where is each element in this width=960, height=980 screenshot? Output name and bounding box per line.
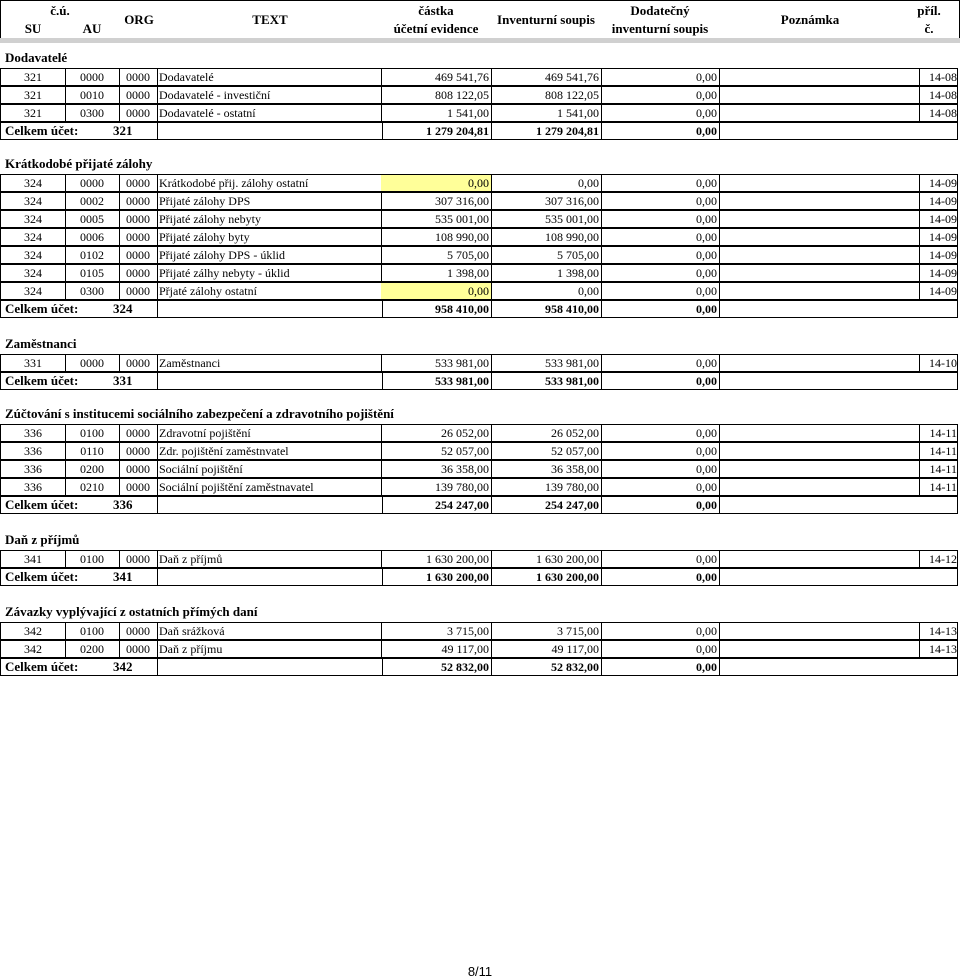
cell-pril: 14-11 [929, 462, 957, 476]
cell-pril: 14-09 [929, 266, 957, 280]
cell-org: 0000 [119, 443, 158, 459]
total-a1: 52 832,00 [381, 659, 492, 675]
table-row [0, 174, 958, 192]
cell-a3: 0,00 [601, 443, 720, 459]
cell-a1: 1 541,00 [381, 105, 492, 121]
cell-org: 0000 [119, 105, 158, 121]
cell-text: Zdr. pojištění zaměstnvatel [159, 443, 382, 459]
cell-su: 324 [1, 229, 66, 245]
section-title: Zúčtování s institucemi sociálního zabezpečení a zdravotního pojištění [5, 406, 394, 421]
cell-a1: 36 358,00 [381, 461, 492, 477]
cell-note [719, 283, 920, 299]
cell-au: 0002 [65, 193, 120, 209]
cell-org: 0000 [119, 229, 158, 245]
cell-a2: 139 780,00 [491, 479, 602, 495]
cell-note [719, 551, 920, 567]
total-a1: 254 247,00 [381, 497, 492, 513]
cell-text: Dodavatelé - investiční [159, 87, 382, 103]
header-org: ORG [124, 12, 154, 27]
table-row [0, 442, 958, 460]
table-row [0, 640, 958, 658]
cell-pril: 14-11 [929, 444, 957, 458]
cell-pril: 14-09 [929, 176, 957, 190]
cell-su: 324 [1, 175, 66, 191]
cell-a1: 1 398,00 [381, 265, 492, 281]
cell-a3: 0,00 [601, 641, 720, 657]
cell-org: 0000 [119, 69, 158, 85]
cell-a2: 808 122,05 [491, 87, 602, 103]
cell-a1: 49 117,00 [381, 641, 492, 657]
total-spacer [157, 659, 383, 675]
table-row [0, 86, 958, 104]
cell-a3: 0,00 [601, 283, 720, 299]
cell-a1: 535 001,00 [381, 211, 492, 227]
cell-a3: 0,00 [601, 425, 720, 441]
cell-a2: 1 541,00 [491, 105, 602, 121]
total-a2: 958 410,00 [491, 301, 602, 317]
cell-org: 0000 [119, 623, 158, 639]
total-label: Celkem účet: [5, 301, 79, 316]
cell-a3: 0,00 [601, 69, 720, 85]
cell-pril: 14-08 [929, 88, 957, 102]
cell-su: 336 [1, 461, 66, 477]
cell-a2: 0,00 [491, 175, 602, 191]
cell-su: 341 [1, 551, 66, 567]
cell-note [719, 623, 920, 639]
cell-a3: 0,00 [601, 247, 720, 263]
cell-text: Sociální pojištění zaměstnavatel [159, 479, 382, 495]
cell-au: 0300 [65, 283, 120, 299]
total-label: Celkem účet: [5, 497, 79, 512]
cell-a2: 1 398,00 [491, 265, 602, 281]
table-row [0, 550, 958, 568]
cell-note [719, 247, 920, 263]
total-account: 331 [113, 373, 133, 388]
cell-a1: 0,00 [381, 175, 492, 191]
cell-a1: 469 541,76 [381, 69, 492, 85]
total-account: 321 [113, 123, 133, 138]
total-a3: 0,00 [601, 569, 720, 585]
cell-pril: 14-09 [929, 194, 957, 208]
cell-a2: 52 057,00 [491, 443, 602, 459]
cell-text: Daň z příjmů [159, 551, 382, 567]
cell-note [719, 175, 920, 191]
cell-pril: 14-13 [929, 642, 957, 656]
table-row [0, 424, 958, 442]
section-title: Závazky vyplývající z ostatních přímých daní [5, 604, 258, 619]
cell-a3: 0,00 [601, 229, 720, 245]
total-row [0, 122, 958, 140]
cell-org: 0000 [119, 461, 158, 477]
cell-au: 0105 [65, 265, 120, 281]
cell-a2: 49 117,00 [491, 641, 602, 657]
cell-org: 0000 [119, 211, 158, 227]
header-poznamka: Poznámka [780, 12, 840, 27]
cell-pril: 14-13 [929, 624, 957, 638]
section-title: Dodavatelé [5, 50, 68, 65]
cell-a2: 26 052,00 [491, 425, 602, 441]
cell-text: Dodavatelé [159, 69, 382, 85]
cell-a3: 0,00 [601, 87, 720, 103]
table-row [0, 354, 958, 372]
cell-au: 0102 [65, 247, 120, 263]
cell-a2: 108 990,00 [491, 229, 602, 245]
cell-text: Dodavatelé - ostatní [159, 105, 382, 121]
cell-note [719, 87, 920, 103]
cell-au: 0100 [65, 425, 120, 441]
section-title: Zaměstnanci [5, 336, 77, 351]
total-a2: 533 981,00 [491, 373, 602, 389]
cell-note [719, 265, 920, 281]
cell-text: Přijaté zálohy nebyty [159, 211, 382, 227]
cell-a1: 108 990,00 [381, 229, 492, 245]
cell-a3: 0,00 [601, 355, 720, 371]
header-castka: částka [418, 3, 454, 18]
total-a2: 1 279 204,81 [491, 123, 602, 139]
total-row [0, 658, 958, 676]
cell-text: Přijaté zálhy nebyty - úklid [159, 265, 382, 281]
cell-a2: 36 358,00 [491, 461, 602, 477]
cell-text: Přjaté zálohy ostatní [159, 283, 382, 299]
cell-su: 324 [1, 193, 66, 209]
cell-org: 0000 [119, 265, 158, 281]
cell-su: 336 [1, 479, 66, 495]
header-ucetni-evidence: účetní evidence [393, 21, 479, 36]
total-a2: 1 630 200,00 [491, 569, 602, 585]
total-account: 342 [113, 659, 133, 674]
cell-a3: 0,00 [601, 175, 720, 191]
cell-a2: 469 541,76 [491, 69, 602, 85]
cell-su: 336 [1, 425, 66, 441]
cell-org: 0000 [119, 283, 158, 299]
total-a2: 254 247,00 [491, 497, 602, 513]
cell-a1: 5 705,00 [381, 247, 492, 263]
cell-au: 0010 [65, 87, 120, 103]
section-title: Daň z příjmů [5, 532, 80, 547]
header-cu: č.ú. [50, 3, 70, 18]
cell-au: 0210 [65, 479, 120, 495]
cell-pril: 14-12 [929, 552, 957, 566]
cell-a1: 3 715,00 [381, 623, 492, 639]
cell-text: Přijaté zálohy DPS [159, 193, 382, 209]
cell-au: 0200 [65, 461, 120, 477]
cell-su: 342 [1, 623, 66, 639]
total-spacer [157, 497, 383, 513]
cell-text: Krátkodobé přij. zálohy ostatní [159, 175, 382, 191]
cell-a2: 1 630 200,00 [491, 551, 602, 567]
table-row [0, 282, 958, 300]
cell-a1: 26 052,00 [381, 425, 492, 441]
total-spacer [157, 569, 383, 585]
cell-note [719, 229, 920, 245]
total-a1: 1 279 204,81 [381, 123, 492, 139]
cell-pril: 14-10 [929, 356, 957, 370]
cell-a1: 0,00 [381, 283, 492, 299]
header-pril-c: č. [924, 21, 934, 36]
total-row [0, 496, 958, 514]
cell-au: 0000 [65, 175, 120, 191]
total-label: Celkem účet: [5, 123, 79, 138]
cell-su: 321 [1, 105, 66, 121]
total-a1: 958 410,00 [381, 301, 492, 317]
header-inventurni-soupis: Inventurní soupis [497, 12, 595, 27]
cell-org: 0000 [119, 87, 158, 103]
cell-pril: 14-09 [929, 212, 957, 226]
cell-pril: 14-09 [929, 284, 957, 298]
cell-au: 0100 [65, 623, 120, 639]
total-a1: 1 630 200,00 [381, 569, 492, 585]
cell-su: 324 [1, 211, 66, 227]
cell-a1: 139 780,00 [381, 479, 492, 495]
cell-au: 0110 [65, 443, 120, 459]
header-pril: příl. [917, 3, 941, 18]
cell-a3: 0,00 [601, 105, 720, 121]
cell-pril: 14-11 [929, 426, 957, 440]
cell-note [719, 355, 920, 371]
cell-org: 0000 [119, 355, 158, 371]
total-account: 324 [113, 301, 133, 316]
total-a3: 0,00 [601, 301, 720, 317]
total-label: Celkem účet: [5, 569, 79, 584]
cell-text: Daň z příjmu [159, 641, 382, 657]
cell-note [719, 193, 920, 209]
header-dodatecny-soupis: inventurní soupis [611, 21, 709, 36]
cell-text: Sociální pojištění [159, 461, 382, 477]
cell-text: Přijaté zálohy DPS - úklid [159, 247, 382, 263]
total-a1: 533 981,00 [381, 373, 492, 389]
cell-a3: 0,00 [601, 265, 720, 281]
total-account: 341 [113, 569, 133, 584]
cell-note [719, 105, 920, 121]
cell-text: Zdravotní pojištění [159, 425, 382, 441]
total-a3: 0,00 [601, 497, 720, 513]
cell-note [719, 69, 920, 85]
total-spacer [157, 123, 383, 139]
cell-a1: 52 057,00 [381, 443, 492, 459]
table-row [0, 228, 958, 246]
cell-note [719, 461, 920, 477]
cell-su: 342 [1, 641, 66, 657]
total-label: Celkem účet: [5, 659, 79, 674]
cell-note [719, 211, 920, 227]
cell-au: 0000 [65, 69, 120, 85]
total-a3: 0,00 [601, 123, 720, 139]
cell-a3: 0,00 [601, 211, 720, 227]
total-row [0, 300, 958, 318]
table-row [0, 460, 958, 478]
cell-note [719, 443, 920, 459]
table-row [0, 622, 958, 640]
cell-pril: 14-09 [929, 248, 957, 262]
cell-au: 0005 [65, 211, 120, 227]
cell-su: 331 [1, 355, 66, 371]
header-dodatecny: Dodatečný [630, 3, 690, 18]
cell-au: 0006 [65, 229, 120, 245]
total-row [0, 372, 958, 390]
total-a3: 0,00 [601, 659, 720, 675]
total-a2: 52 832,00 [491, 659, 602, 675]
cell-su: 324 [1, 247, 66, 263]
cell-org: 0000 [119, 175, 158, 191]
page-number: 8/11 [467, 964, 493, 979]
table-row [0, 478, 958, 496]
table-row [0, 68, 958, 86]
cell-a1: 808 122,05 [381, 87, 492, 103]
total-label: Celkem účet: [5, 373, 79, 388]
table-row [0, 264, 958, 282]
cell-org: 0000 [119, 193, 158, 209]
cell-su: 324 [1, 283, 66, 299]
cell-org: 0000 [119, 425, 158, 441]
cell-text: Daň srážková [159, 623, 382, 639]
total-account: 336 [113, 497, 133, 512]
cell-a2: 5 705,00 [491, 247, 602, 263]
header-su: SU [24, 21, 42, 36]
cell-au: 0300 [65, 105, 120, 121]
cell-su: 324 [1, 265, 66, 281]
cell-a1: 533 981,00 [381, 355, 492, 371]
cell-a3: 0,00 [601, 551, 720, 567]
cell-org: 0000 [119, 247, 158, 263]
cell-pril: 14-08 [929, 106, 957, 120]
cell-a2: 533 981,00 [491, 355, 602, 371]
cell-a3: 0,00 [601, 479, 720, 495]
cell-note [719, 641, 920, 657]
cell-su: 321 [1, 69, 66, 85]
cell-note [719, 479, 920, 495]
cell-a1: 307 316,00 [381, 193, 492, 209]
table-row [0, 210, 958, 228]
cell-org: 0000 [119, 551, 158, 567]
cell-text: Přijaté zálohy byty [159, 229, 382, 245]
cell-au: 0200 [65, 641, 120, 657]
cell-a2: 3 715,00 [491, 623, 602, 639]
table-row [0, 246, 958, 264]
cell-text: Zaměstnanci [159, 355, 382, 371]
total-row [0, 568, 958, 586]
total-spacer [157, 301, 383, 317]
cell-au: 0000 [65, 355, 120, 371]
cell-pril: 14-11 [929, 480, 957, 494]
section-title: Krátkodobé přijaté zálohy [5, 156, 153, 171]
cell-a2: 535 001,00 [491, 211, 602, 227]
cell-note [719, 425, 920, 441]
cell-a2: 307 316,00 [491, 193, 602, 209]
cell-a2: 0,00 [491, 283, 602, 299]
cell-su: 336 [1, 443, 66, 459]
total-spacer [157, 373, 383, 389]
cell-a3: 0,00 [601, 461, 720, 477]
table-row [0, 104, 958, 122]
cell-pril: 14-09 [929, 230, 957, 244]
cell-org: 0000 [119, 641, 158, 657]
header-au: AU [82, 21, 102, 36]
table-row [0, 192, 958, 210]
total-a3: 0,00 [601, 373, 720, 389]
cell-pril: 14-08 [929, 70, 957, 84]
cell-au: 0100 [65, 551, 120, 567]
cell-a3: 0,00 [601, 193, 720, 209]
table-header [0, 0, 960, 40]
cell-org: 0000 [119, 479, 158, 495]
header-separator [0, 38, 960, 43]
header-text: TEXT [252, 12, 288, 27]
cell-a3: 0,00 [601, 623, 720, 639]
cell-a1: 1 630 200,00 [381, 551, 492, 567]
cell-su: 321 [1, 87, 66, 103]
